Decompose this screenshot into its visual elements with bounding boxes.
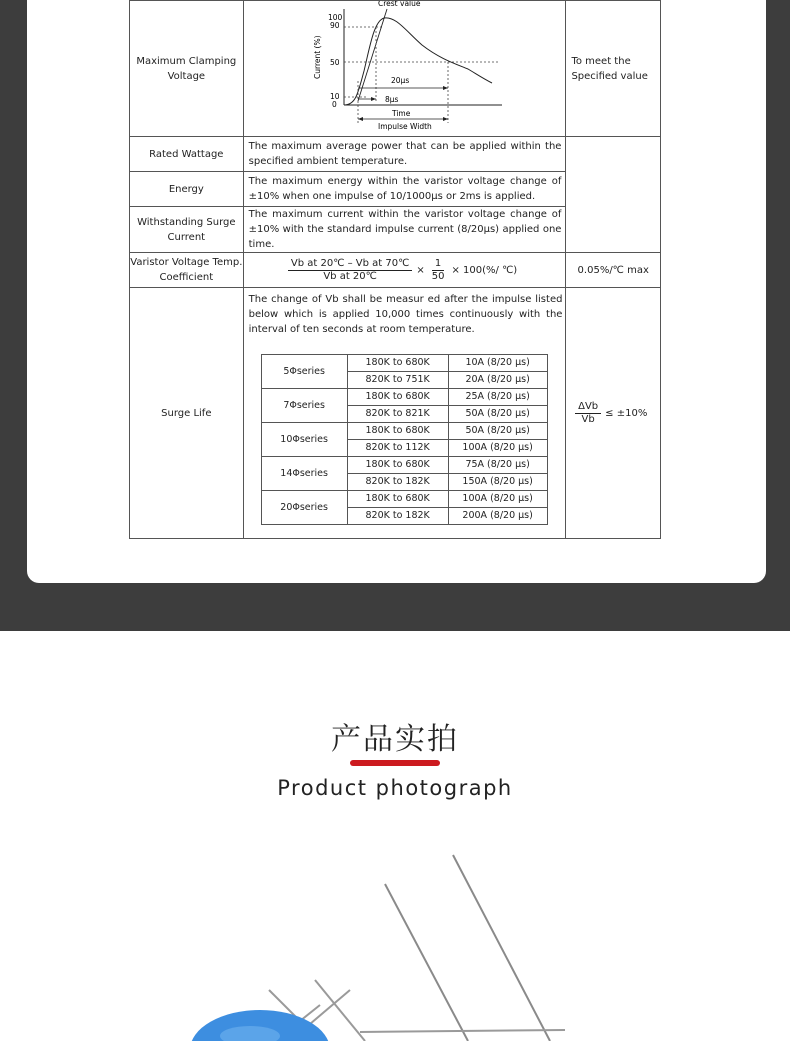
- surge-current-rating: 150A (8/20 μs): [448, 474, 547, 491]
- voltage-range: 820K to 182K: [347, 508, 448, 525]
- eight-us-label: 8μs: [384, 95, 399, 104]
- voltage-range: 180K to 680K: [347, 389, 448, 406]
- series-name: 5Φseries: [261, 355, 347, 389]
- title-underline-bar: [350, 760, 440, 766]
- series-row: [261, 491, 547, 508]
- series-name: 14Φseries: [261, 457, 347, 491]
- surge-current-rating: 100A (8/20 μs): [448, 491, 547, 508]
- surge-current-desc: The maximum current within the varistor voltage change of ±10% with the standard impulse current (8/20μs) applied one time.: [243, 207, 566, 253]
- voltage-range: 820K to 112K: [347, 440, 448, 457]
- wattage-desc: The maximum average power that can be applied within the specified ambient temperature.: [243, 137, 566, 172]
- energy-desc: The maximum energy within the varistor voltage change of ±10% when one impulse of 10/1000μs or 2ms is applied.: [243, 172, 566, 207]
- voltage-range: 180K to 680K: [347, 423, 448, 440]
- y-tick-100: 100: [327, 13, 342, 22]
- voltage-range: 820K to 821K: [347, 406, 448, 423]
- voltage-range: 180K to 680K: [347, 355, 448, 372]
- surge-life-label: Surge Life: [130, 288, 244, 539]
- fraction-fifty: 50: [431, 270, 445, 282]
- crest-label: Crest value: [377, 1, 421, 8]
- series-row: [261, 423, 547, 440]
- series-row: [261, 389, 547, 406]
- section-title-cn: 产品实拍: [331, 722, 459, 757]
- series-name: 7Φseries: [261, 389, 347, 423]
- criterion-limit: ≤ ±10%: [605, 407, 648, 419]
- eight-us-arrowhead: [371, 97, 376, 101]
- clamping-label: Maximum Clamping Voltage: [130, 1, 244, 137]
- twenty-us-arrowhead: [443, 86, 448, 90]
- section-title-en: Product photograph: [277, 776, 513, 800]
- row-clamping: [130, 1, 661, 137]
- surge-current-rating: 10A (8/20 μs): [448, 355, 547, 372]
- voltage-range: 180K to 680K: [347, 457, 448, 474]
- impulse-width-arrowhead-left: [358, 117, 363, 121]
- surge-current-rating: 20A (8/20 μs): [448, 372, 547, 389]
- voltage-range: 820K to 751K: [347, 372, 448, 389]
- fraction-one: 1: [432, 258, 444, 271]
- row-surge-life: [130, 288, 661, 539]
- temp-coeff-value: 0.05%/℃ max: [566, 253, 661, 288]
- y-axis-label: Current (%): [312, 35, 322, 79]
- impulse-width-label: Impulse Width: [377, 122, 432, 131]
- spec-table: [129, 0, 661, 539]
- surge-life-cell: [243, 288, 566, 539]
- times-sign: ×: [416, 264, 425, 276]
- blank-cell: [566, 137, 661, 253]
- energy-label: Energy: [130, 172, 244, 207]
- time-label: Time: [391, 109, 410, 118]
- y-tick-50: 50: [329, 58, 340, 67]
- lead-wire: [453, 855, 550, 1041]
- surge-current-rating: 50A (8/20 μs): [448, 406, 547, 423]
- surge-life-criterion: [566, 401, 660, 426]
- impulse-width-arrowhead-right: [443, 117, 448, 121]
- impulse-curve: [344, 18, 492, 105]
- surge-current-rating: 50A (8/20 μs): [448, 423, 547, 440]
- formula-tail: × 100(%/ ℃): [451, 264, 518, 276]
- delta-vb: ΔVb: [575, 401, 601, 414]
- lead-wire: [315, 980, 365, 1041]
- surge-series-table: [261, 354, 548, 525]
- temp-coeff-label: Varistor Voltage Temp. Coefficient: [130, 253, 244, 288]
- vb-numerator: Vb at 20℃ – Vb at 70℃: [288, 258, 412, 271]
- surge-current-rating: 75A (8/20 μs): [448, 457, 547, 474]
- fifty-fraction: [429, 258, 448, 283]
- row-temp-coeff: [130, 253, 661, 288]
- series-name: 20Φseries: [261, 491, 347, 525]
- impulse-graph-cell: [243, 1, 566, 137]
- twenty-us-label: 20μs: [390, 76, 409, 85]
- lead-wire: [360, 1030, 565, 1032]
- voltage-range: 820K to 182K: [347, 474, 448, 491]
- series-row: [261, 457, 547, 474]
- surge-current-rating: 100A (8/20 μs): [448, 440, 547, 457]
- surge-current-label: Withstanding Surge Current: [130, 207, 244, 253]
- vb-fraction: [288, 258, 412, 283]
- series-name: 10Φseries: [261, 423, 347, 457]
- y-tick-90: 90: [329, 21, 340, 30]
- lead-wire: [385, 884, 468, 1041]
- surge-life-desc: The change of Vb shall be measur ed after the impulse listed below which is applied 10,000 times continuously with the interval of ten seconds at room temperature.: [248, 294, 563, 335]
- delta-vb-fraction: [575, 401, 601, 426]
- voltage-range: 180K to 680K: [347, 491, 448, 508]
- surge-current-rating: 200A (8/20 μs): [448, 508, 547, 525]
- y-tick-0: 0: [331, 100, 337, 109]
- vb-denominator: Vb at 20℃: [323, 270, 377, 282]
- surge-current-rating: 25A (8/20 μs): [448, 389, 547, 406]
- y-tick-10: 10: [329, 92, 340, 101]
- impulse-waveform-graph: [244, 1, 565, 136]
- series-row: [261, 355, 547, 372]
- wattage-label: Rated Wattage: [130, 137, 244, 172]
- front-time-line: [358, 9, 387, 101]
- vb: Vb: [581, 413, 595, 425]
- temp-coeff-formula: [244, 253, 566, 287]
- temp-coeff-formula-cell: [243, 253, 566, 288]
- surge-life-criterion-cell: [566, 288, 661, 539]
- product-photo: [150, 840, 610, 1041]
- row-wattage: [130, 137, 661, 172]
- clamping-note: To meet the Specified value: [566, 1, 661, 137]
